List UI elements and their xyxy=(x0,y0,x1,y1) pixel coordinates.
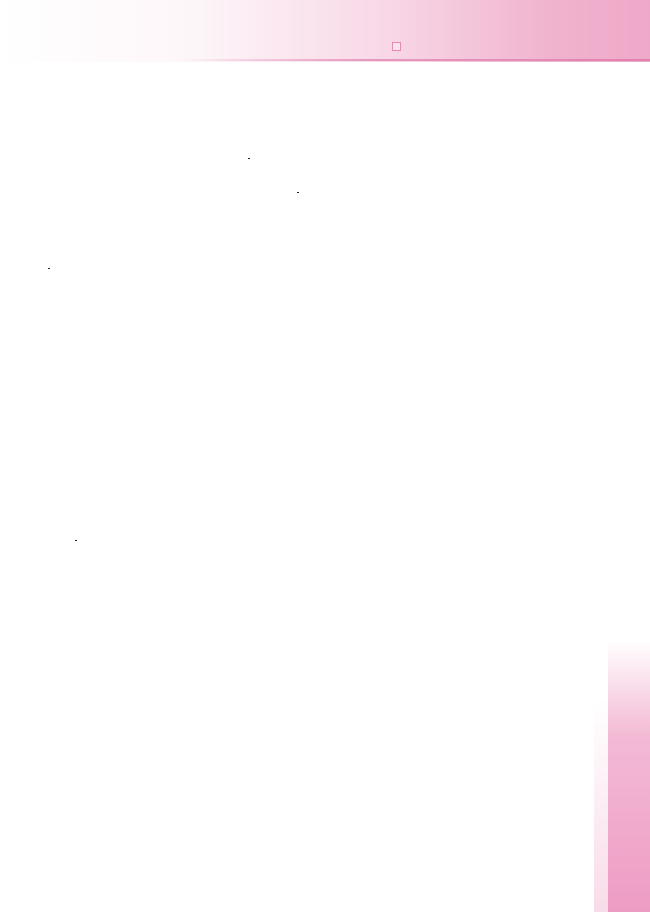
header-band xyxy=(0,0,650,62)
header-divider xyxy=(180,59,650,61)
formula-pi-over-4 xyxy=(297,185,299,200)
decorative-side-band xyxy=(608,640,650,912)
decorative-side-band-light xyxy=(594,700,608,912)
paragraph-line xyxy=(48,258,50,280)
square-icon xyxy=(392,42,401,51)
paragraph-line xyxy=(75,530,77,552)
formula-probability xyxy=(248,150,250,166)
